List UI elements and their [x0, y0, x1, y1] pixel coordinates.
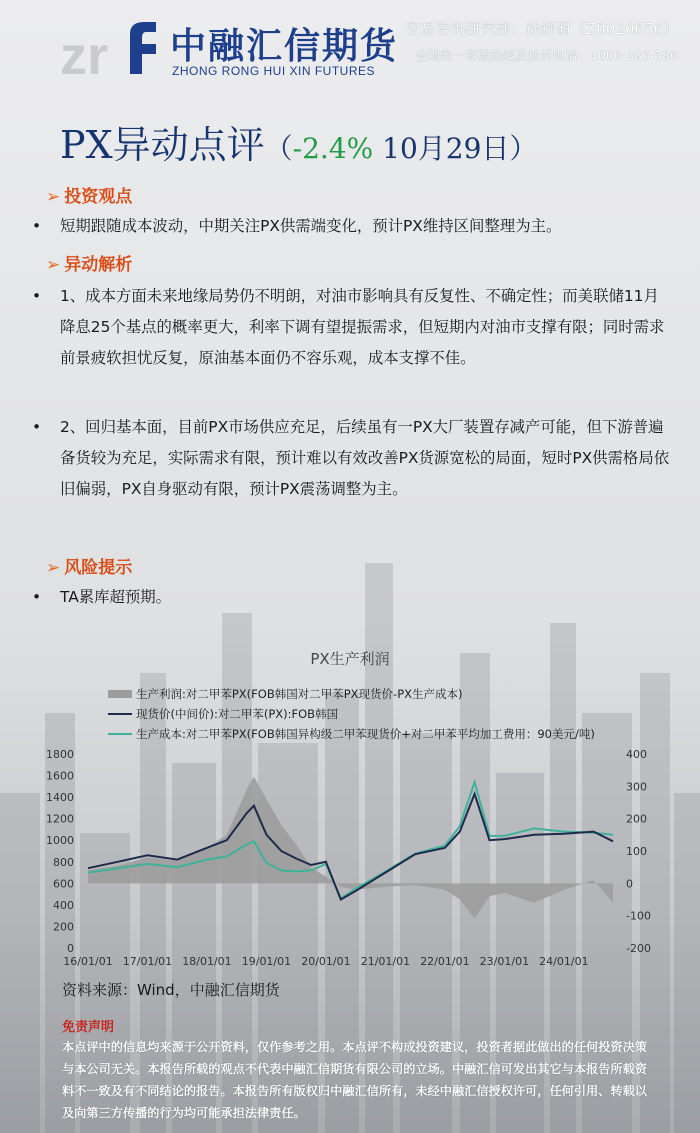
analyst-contact: 交易咨询研究部：徐舒萌（Z0020656）	[405, 20, 678, 38]
y-right-tick-label: -200	[626, 942, 651, 955]
chart-legend	[108, 684, 595, 744]
y-right-tick-label: 400	[626, 748, 647, 761]
y-left-tick-label: 600	[53, 877, 74, 891]
company-name-en: ZHONG RONG HUI XIN FUTURES	[172, 64, 376, 78]
section-heading-view	[46, 182, 132, 207]
section-heading-label: 异动解析	[64, 255, 133, 275]
x-tick-label: 18/01/01	[182, 955, 232, 968]
arrow-icon: ➢	[46, 187, 61, 207]
analysis-text-1: 1、成本方面未来地缘局势仍不明朗，对油市影响具有反复性、不确定性；而美联储11月降息25个基点的概率更大，利率下调有望提振需求，但短期内对油市支撑有限；同时需求前景疲软担忧反复，原油基本面仍不容乐观，成本支撑不佳。	[60, 287, 665, 367]
y-left-tick-label: 0	[67, 942, 74, 955]
section-heading-label: 投资观点	[64, 187, 133, 207]
title-open-paren: （	[264, 132, 293, 165]
legend-swatch-spot	[108, 713, 132, 715]
company-logo-icon	[60, 12, 160, 82]
analysis-text-2: 2、回归基本面，目前PX市场供应充足，后续虽有一PX大厂装置存减产可能，但下游普遍备货较为充足，实际需求有限，预计难以有效改善PX货源宽松的局面，短时PX供需格局依旧偏弱，PX自身驱动有限，预计PX震荡调整为主。	[60, 418, 670, 498]
title-close-paren: ）	[509, 132, 538, 165]
analysis-paragraph-2	[32, 412, 671, 505]
bullet-icon: •	[32, 418, 42, 436]
analysis-paragraph-1	[32, 281, 671, 374]
legend-swatch-cost	[108, 733, 132, 735]
y-left-tick-label: 800	[53, 855, 74, 869]
legend-label-profit: 生产利润:对二甲苯PX(FOB韩国对二甲苯PX现货价-PX生产成本)	[136, 687, 463, 701]
arrow-icon: ➢	[46, 255, 61, 275]
legend-item-cost	[108, 724, 595, 744]
x-tick-label: 23/01/01	[479, 955, 530, 968]
legend-label-spot: 现货价(中间价):对二甲苯(PX):FOB韩国	[136, 707, 339, 721]
y-left-tick-label: 1800	[46, 748, 74, 761]
risk-text: TA累库超预期。	[60, 588, 172, 606]
section-heading-label: 风险提示	[64, 558, 133, 578]
bullet-icon: •	[32, 588, 42, 606]
hotline-contact: 全国统一客服热线及投诉电话：4006-386-586	[415, 48, 678, 63]
page-title	[60, 114, 537, 169]
y-right-tick-label: 100	[626, 845, 647, 858]
company-name-cn: 中融汇信期货	[170, 26, 399, 67]
legend-item-profit	[108, 684, 595, 704]
chart-title: PX生产利润	[310, 650, 390, 668]
x-tick-label: 21/01/01	[360, 955, 411, 968]
view-text: 短期跟随成本波动，中期关注PX供需端变化，预计PX维持区间整理为主。	[60, 217, 562, 235]
section-heading-risk	[46, 553, 132, 578]
price-change: -2.4%	[292, 132, 374, 165]
x-tick-label: 20/01/01	[301, 955, 351, 968]
report-header	[0, 0, 700, 95]
arrow-icon: ➢	[46, 558, 61, 578]
title-main: PX异动点评	[60, 123, 265, 167]
y-left-tick-label: 1600	[46, 769, 74, 783]
legend-swatch-profit	[108, 690, 132, 698]
x-tick-label: 17/01/01	[122, 955, 173, 968]
legend-item-spot	[108, 704, 595, 724]
y-right-tick-label: 0	[626, 877, 633, 891]
title-date: 10月29日	[373, 132, 510, 165]
y-left-tick-label: 1400	[46, 791, 74, 805]
disclaimer-text: 本点评中的信息均来源于公开资料，仅作参考之用。本点评不构成投资建议，投资者据此做出的任何投资决策与本公司无关。本报告所载的观点不代表中融汇信期货有限公司的立场。中融汇信可发出其它与本报告所载资料不一致及有不同结论的报告。本报告所有版权归中融汇信所有，未经中融汇信授权许可，任何引用、转载以及向第三方传播的行为均可能承担法律责任。	[62, 1040, 647, 1120]
svg-text:zr: zr	[60, 26, 109, 82]
disclaimer-heading: 免责声明	[62, 1020, 115, 1035]
y-right-tick-label: 300	[626, 780, 647, 794]
x-tick-label: 19/01/01	[241, 955, 292, 968]
bullet-icon: •	[32, 217, 42, 235]
risk-paragraph	[32, 582, 671, 613]
data-source: 资料来源：Wind，中融汇信期货	[62, 981, 280, 999]
y-right-tick-label: 200	[626, 812, 647, 826]
y-left-tick-label: 1000	[46, 834, 74, 848]
view-paragraph	[32, 211, 671, 242]
x-tick-label: 16/01/01	[63, 955, 113, 968]
x-tick-label: 22/01/01	[420, 955, 470, 968]
y-left-tick-label: 400	[53, 898, 74, 912]
y-left-tick-label: 1200	[46, 812, 74, 826]
bullet-icon: •	[32, 287, 42, 305]
x-tick-label: 24/01/01	[539, 955, 589, 968]
y-right-tick-label: -100	[626, 909, 651, 923]
legend-label-cost: 生产成本:对二甲苯PX(FOB韩国异构级二甲苯现货价+对二甲苯平均加工费用：90美元/吨)	[136, 727, 595, 741]
section-heading-analysis	[46, 250, 132, 275]
y-left-tick-label: 200	[53, 920, 74, 934]
